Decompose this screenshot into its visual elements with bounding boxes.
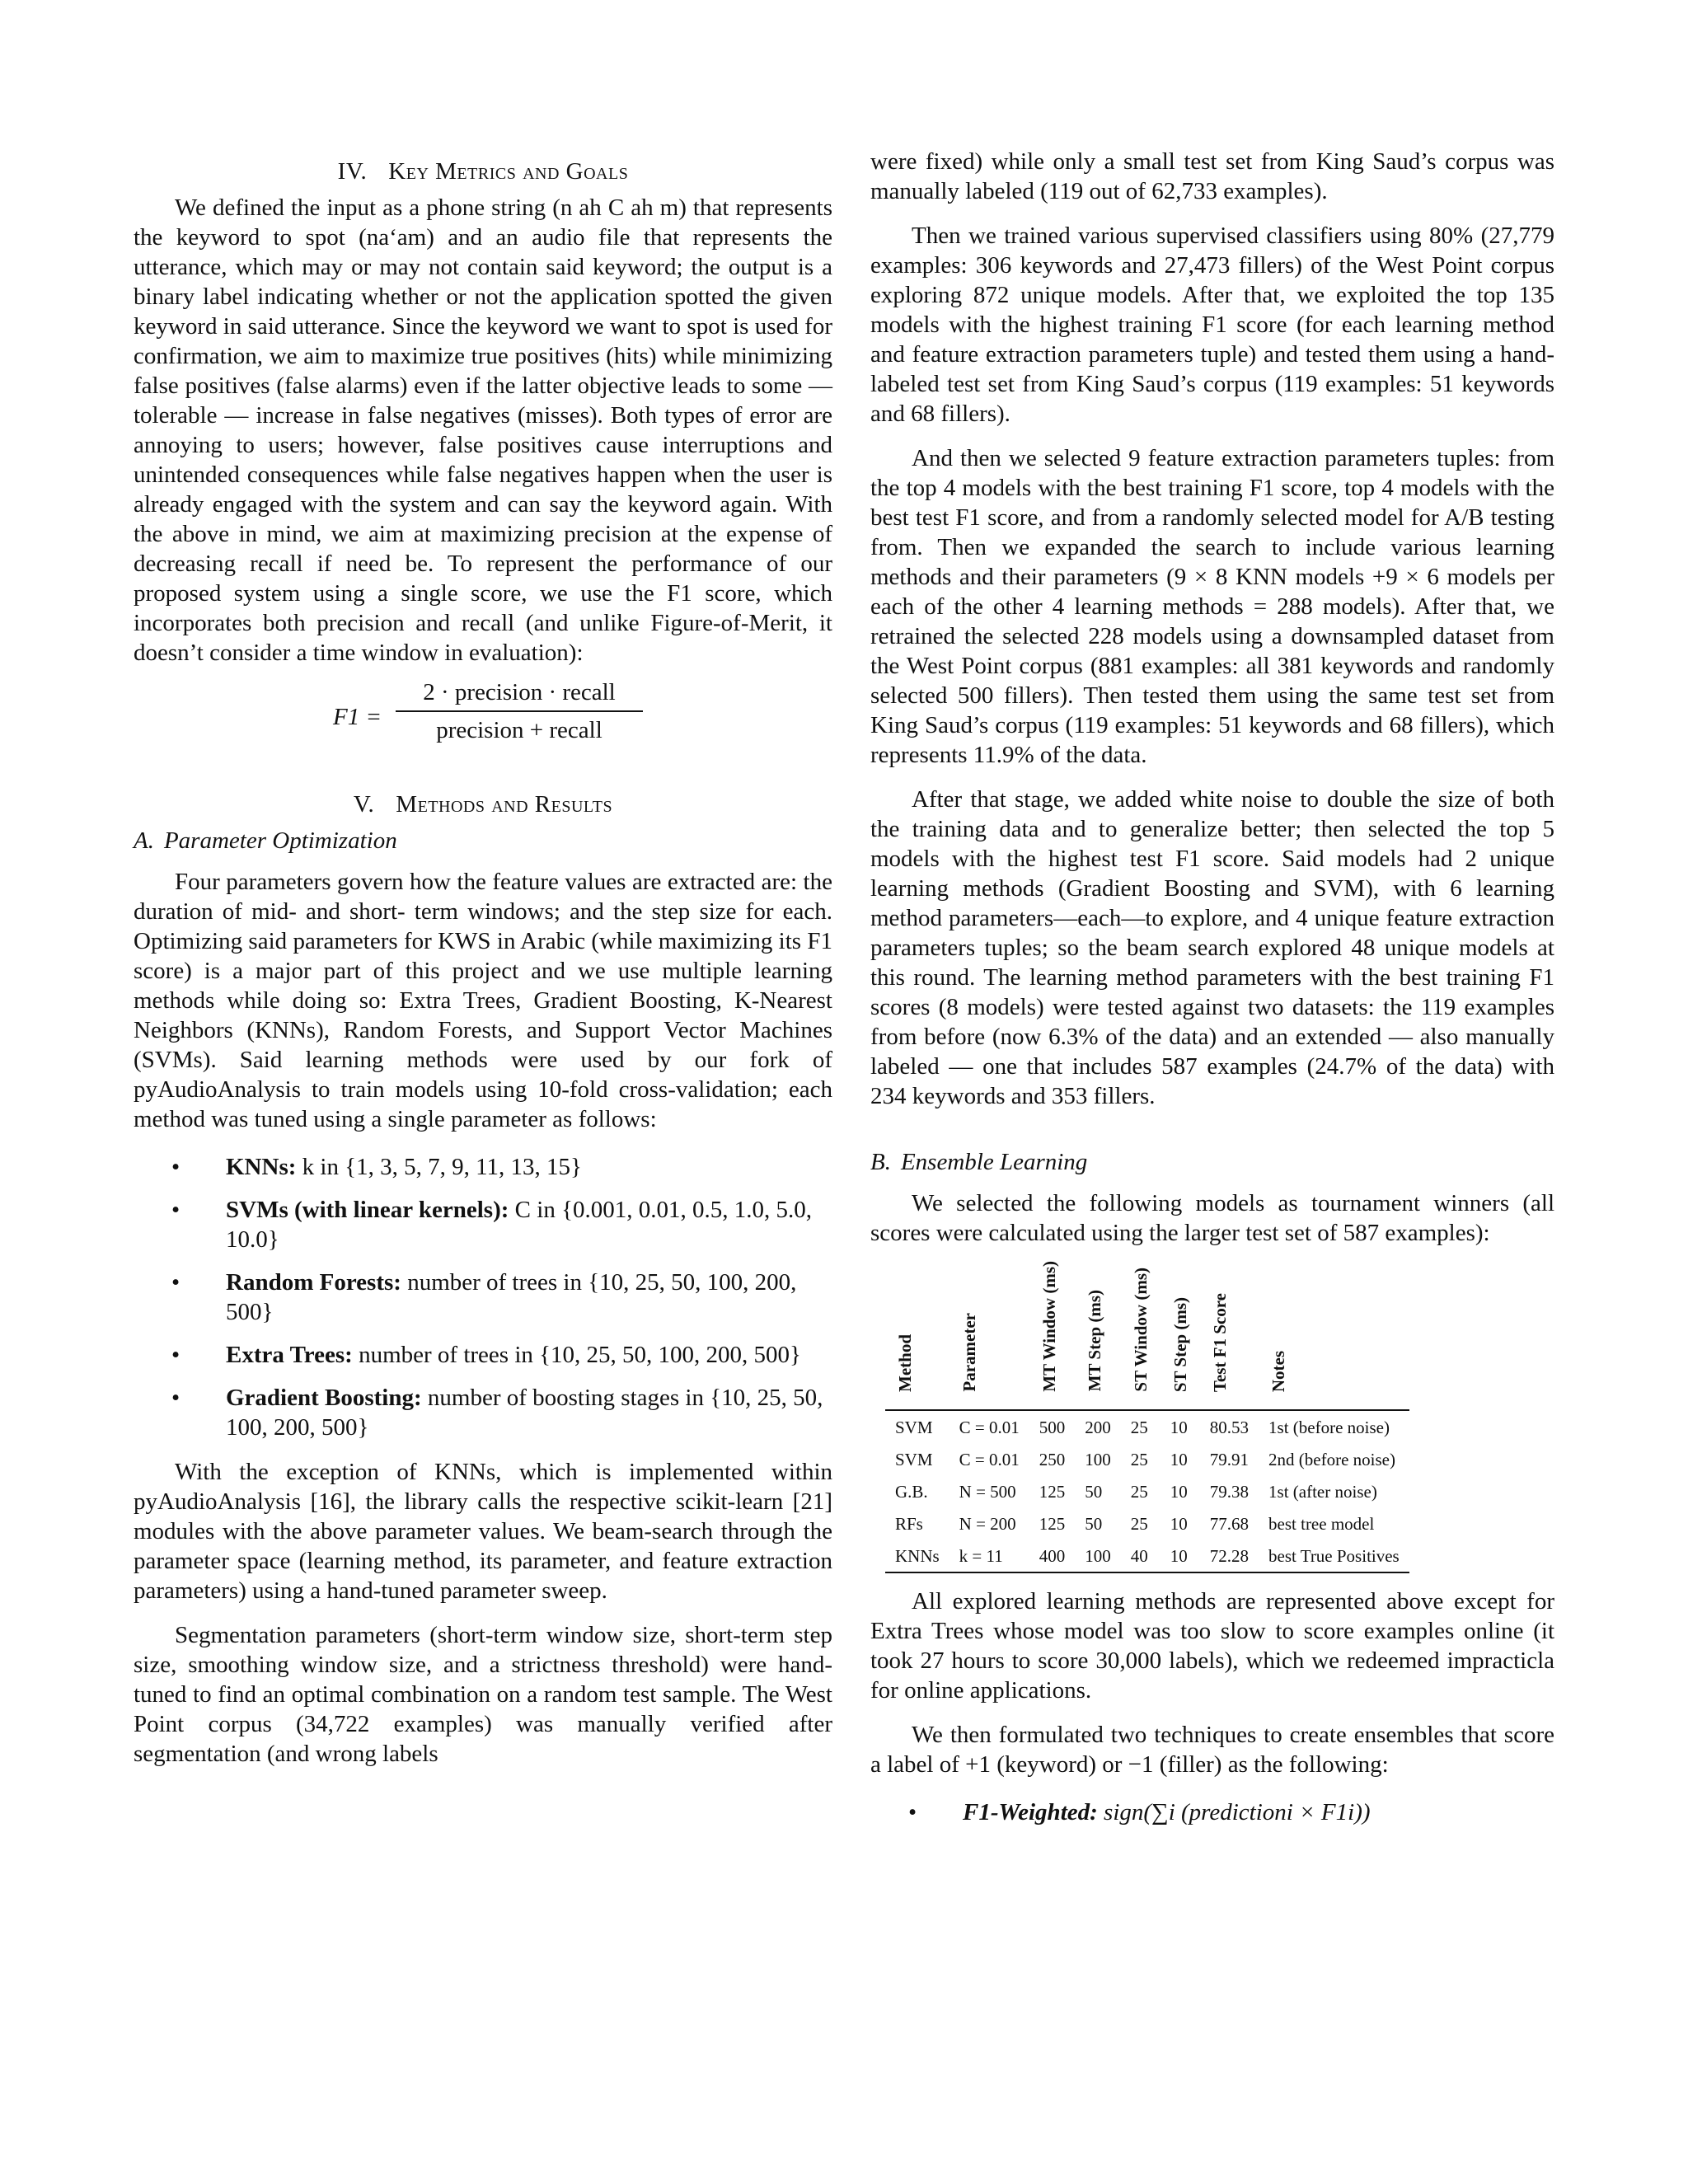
section-heading-v: V. Methods and Results [353, 791, 613, 818]
paragraph-parameters: Four parameters govern how the feature values are extracted are: the duration of mid- and short- term windows; and the step size for each. Optimizing said parameters for KWS in Arabic (while maximizing its F1 score) is a major part of this project and we use multiple learning methods while doing so: Extra Trees, Gradient Boosting, K-Nearest Neighbors (KNNs), Random Forests, and Support Vector Machines (SVMs). Said learning methods were used by our fork of pyAudioAnalysis to train models using 10-fold cross-validation; each method was tuned using a single parameter as follows: [134, 869, 832, 1132]
table-row: KNNs k = 11 400 100 40 10 72.28 best True Positives [885, 1540, 1409, 1572]
equation-denominator: precision + recall [436, 717, 603, 743]
list-item: • Gradient Boosting: number of boosting stages in {10, 25, 50, 100, 200, 500} [171, 1385, 823, 1441]
paragraph-segmentation: Segmentation parameters (short-term window size, short-term step size, smoothing window size, and a strictness threshold) were hand-tuned to find an optimal combination on a random test sample. The West Point corpus (34,722 examples) was manually verified after segmentation (and wrong labels [134, 1622, 832, 1767]
right-column [870, 147, 1554, 1842]
table-header: ST Window (ms) [1130, 1268, 1151, 1392]
paragraph-white-noise: After that stage, we added white noise to double the size of both the training data and to generalize better; then selected the top 5 models with the highest test F1 score. Said models had 2 unique learning methods (Gradient Boosting and SVM), with 6 learning method parameters—each—to explore, and 4 unique feature extraction parameters tuples; so the beam search explored 48 unique models at this round. The learning method parameters with the best training F1 scores (8 models) were tested against two datasets: the 119 examples from before (now 6.3% of the data) and an extended — also manually labeled — one that includes 587 examples (24.7% of the data) with 234 keywords and 353 fillers. [870, 786, 1554, 1109]
paragraph-extra-trees: All explored learning methods are represented above except for Extra Trees whose model was too slow to score examples online (it took 27 hours to score 30,000 labels), which we redeemed impracticla for online applications. [870, 1587, 1554, 1704]
list-item: • KNNs: k in {1, 3, 5, 7, 9, 11, 13, 15} [171, 1154, 582, 1180]
paragraph-feature-tuples: And then we selected 9 feature extraction parameters tuples: from the top 4 models with the best training F1 score, top 4 models with the best test F1 score, and from a randomly selected model for A/B testing from. Then we expanded the search to include various learning methods and their parameters (9 × 8 KNN models +9 × 6 models per each of the other 4 learning methods = 288 models). After that, we retrained the selected 228 models using a downsampled dataset from the West Point corpus (881 examples: all 381 keywords and randomly selected 500 fillers). Then tested them using the same test set from King Saud’s corpus (119 examples: 51 keywords and 68 fillers), which represents 11.9% of the data. [870, 445, 1554, 768]
results-table [885, 1261, 1409, 1573]
paragraph-training: Then we trained various supervised classifiers using 80% (27,779 examples: 306 keywords and 27,473 fillers) of the West Point corpus exploring 872 unique models. After that, we exploited the top 135 models with the highest training F1 score (for each learning method and feature extraction parameters tuple) and tested them using a hand-labeled test set from King Saud’s corpus (119 examples: 51 keywords and 68 fillers). [870, 223, 1554, 427]
ensemble-list [870, 1797, 1554, 1827]
paragraph-pyaudioanalysis: With the exception of KNNs, which is implemented within pyAudioAnalysis [16], the library calls the respective scikit-learn [21] modules with the above parameter values. We beam-search through the parameter space (learning method, its parameter, and feature extraction parameters) using a hand-tuned parameter sweep. [134, 1459, 832, 1604]
table-row: RFs N = 200 125 50 25 10 77.68 best tree model [895, 1513, 1375, 1534]
left-column [134, 147, 832, 1769]
learning-method-list [134, 1152, 832, 1442]
list-item: • SVMs (with linear kernels): C in {0.001, 0.01, 0.5, 1.0, 5.0, 10.0} [171, 1197, 812, 1253]
section-heading-iv: IV. Key Metrics and Goals [337, 158, 629, 185]
table-row: SVM C = 0.01 250 100 25 10 79.91 2nd (before noise) [895, 1449, 1395, 1469]
table-header: Method [895, 1333, 915, 1392]
paragraph-ensembles: We then formulated two techniques to create ensembles that score a label of +1 (keyword) or −1 (filler) as the following: [870, 1721, 1554, 1778]
table-row: SVM C = 0.01 500 200 25 10 80.53 1st (before noise) [895, 1417, 1390, 1437]
table-header-row [885, 1261, 1409, 1410]
subsection-heading-b: B. Ensemble Learning [870, 1149, 1088, 1175]
list-item: • F1-Weighted: sign(∑i (predictioni × F1i)) [908, 1798, 1371, 1825]
equation-numerator: 2 · precision · recall [396, 677, 643, 712]
table-header: MT Window (ms) [1039, 1261, 1059, 1392]
table-header: Notes [1268, 1350, 1289, 1392]
equation-lhs: F1 = [333, 704, 382, 730]
table-header: MT Step (ms) [1085, 1290, 1105, 1392]
paragraph-segmentation-cont: were fixed) while only a small test set from King Saud’s corpus was manually labeled (119 out of 62,733 examples). [870, 148, 1554, 204]
table-header: Parameter [959, 1313, 979, 1392]
list-item: • Extra Trees: number of trees in {10, 25, 50, 100, 200, 500} [171, 1342, 801, 1368]
paragraph-input-definition: We defined the input as a phone string (n ah C ah m) that represents the keyword to spot (na‘am) and an audio file that represents the utterance, which may or may not contain said keyword; the output is a binary label indicating whether or not the application spotted the given keyword in said utterance. Since the keyword we want to spot is used for confirmation, we aim to maximize true positives (hits) while minimizing false positives (false alarms) even if the latter objective leads to some — tolerable — increase in false negatives (misses). Both types of error are annoying to users; however, false positives cause interruptions and unintended consequences while false negatives happen when the user is already engaged with the system and can say the keyword again. With the above in mind, we aim at maximizing precision at the expense of decreasing recall if need be. To represent the performance of our proposed system using a single score, we use the F1 score, which incorporates both precision and recall (and unlike Figure-of-Merit, it doesn’t consider a time window in evaluation): [134, 194, 832, 666]
table-header: ST Step (ms) [1170, 1296, 1190, 1392]
table-row: G.B. N = 500 125 50 25 10 79.38 1st (after noise) [895, 1481, 1377, 1502]
list-item: • Random Forests: number of trees in {10, 25, 50, 100, 200, 500} [171, 1269, 797, 1325]
paragraph-tournament: We selected the following models as tournament winners (all scores were calculated using the larger test set of 587 examples): [870, 1190, 1554, 1246]
subsection-heading-a: A. Parameter Optimization [134, 827, 397, 854]
table-header: Test F1 Score [1209, 1292, 1230, 1392]
f1-equation [134, 677, 832, 757]
equation-fraction [396, 677, 643, 745]
